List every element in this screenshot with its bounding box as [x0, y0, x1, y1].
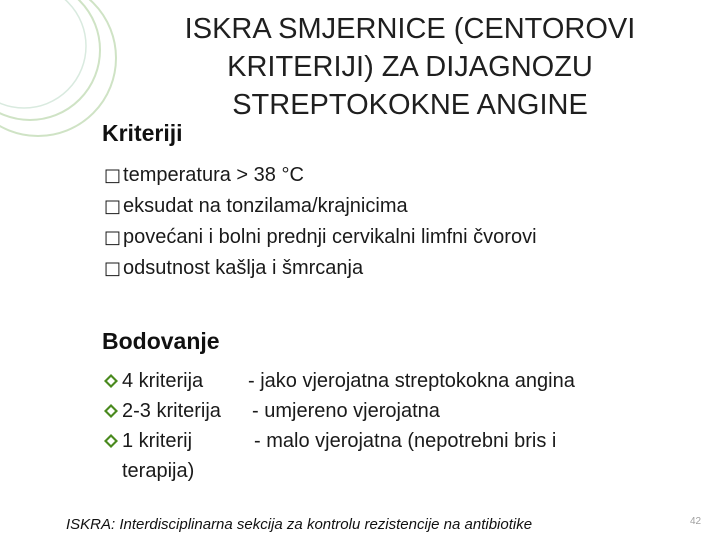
scoring-heading: Bodovanje	[102, 328, 220, 354]
title-line: STREPTOKOKNE ANGINE	[232, 89, 588, 121]
scoring-item	[104, 396, 575, 426]
criteria-item: □ temperatura > 38 °C	[104, 164, 304, 186]
footer-text: ISKRA: Interdisciplinarna sekcija za kontrolu rezistencije na antibiotike	[66, 516, 533, 533]
scoring-desc: - umjereno vjerojatna	[252, 400, 440, 422]
slide-title	[110, 10, 710, 124]
checkbox-bullet-icon: □	[104, 258, 122, 279]
scoring-desc: - jako vjerojatna streptokokna angina	[248, 370, 575, 392]
criteria-heading: Kriteriji	[102, 120, 183, 146]
criteria-list	[104, 160, 537, 284]
scoring-count: 1 kriterij	[122, 430, 193, 452]
diamond-bullet-icon	[104, 374, 118, 388]
scoring-count: 2-3 kriterija	[122, 400, 221, 422]
scoring-count: 4 kriterija	[122, 370, 204, 392]
decorative-arcs	[0, 0, 120, 180]
checkbox-bullet-icon: □	[104, 165, 122, 186]
scoring-item	[104, 366, 575, 396]
checkbox-bullet-icon: □	[104, 196, 122, 217]
criteria-item: □ povećani i bolni prednji cervikalni limfni čvorovi	[104, 226, 537, 248]
title-line: KRITERIJI) ZA DIJAGNOZU	[227, 51, 593, 83]
scoring-item	[104, 426, 575, 486]
scoring-desc: - malo vjerojatna (nepotrebni bris i	[254, 430, 557, 452]
criteria-item: □ odsutnost kašlja i šmrcanja	[104, 257, 364, 279]
criteria-item: □ eksudat na tonzilama/krajnicima	[104, 195, 408, 217]
page-number: 42	[690, 516, 702, 527]
diamond-bullet-icon	[104, 434, 118, 448]
checkbox-bullet-icon: □	[104, 227, 122, 248]
scoring-list	[104, 366, 575, 486]
scoring-desc-continued: terapija)	[122, 460, 195, 482]
title-line: ISKRA SMJERNICE (CENTOROVI	[184, 13, 636, 45]
diamond-bullet-icon	[104, 404, 118, 418]
